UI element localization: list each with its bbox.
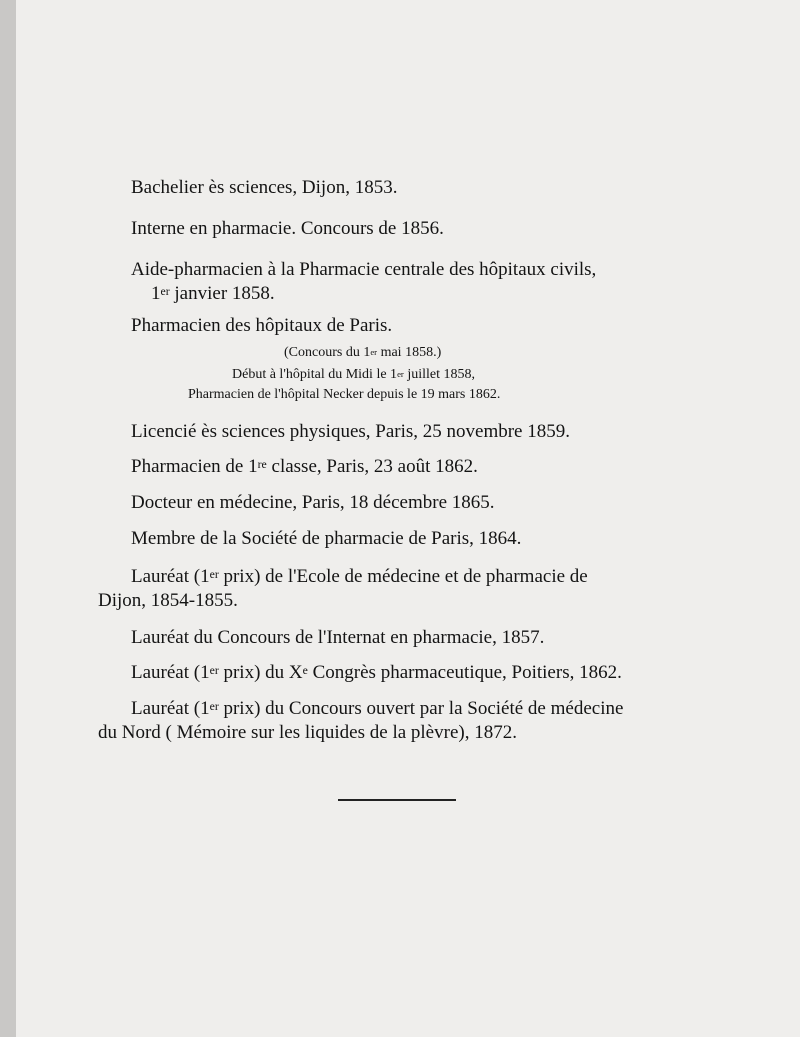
entry-laureat-dijon: Lauréat (1er prix) de l'Ecole de médecine et de pharmacie de [131,566,588,587]
entry-pharmacien-1re: Pharmacien de 1re classe, Paris, 23 août 1862. [131,456,478,477]
entry-laureat-internat: Lauréat du Concours de l'Internat en pharmacie, 1857. [131,627,545,648]
document-page [16,0,800,1037]
note-debut: Début à l'hôpital du Midi le 1er juillet 1858, [232,367,475,382]
entry-laureat-congres: Lauréat (1er prix) du Xe Congrès pharmaceutique, Poitiers, 1862. [131,662,622,683]
entry-laureat-dijon-line2: Dijon, 1854-1855. [98,590,238,611]
entry-interne: Interne en pharmacie. Concours de 1856. [131,218,444,239]
scan-edge [0,0,16,1037]
entry-licencie: Licencié ès sciences physiques, Paris, 25 novembre 1859. [131,421,570,442]
entry-docteur: Docteur en médecine, Paris, 18 décembre 1865. [131,492,495,513]
entry-pharmacien-hopitaux: Pharmacien des hôpitaux de Paris. [131,315,393,336]
entry-bachelier: Bachelier ès sciences, Dijon, 1853. [131,177,398,198]
entry-laureat-nord: Lauréat (1er prix) du Concours ouvert par la Société de médecine [131,698,624,719]
note-concours: (Concours du 1er mai 1858.) [284,345,442,360]
entry-aide-line2: 1er janvier 1858. [151,283,275,304]
entry-laureat-nord-line2: du Nord ( Mémoire sur les liquides de la plèvre), 1872. [98,722,517,743]
entry-aide-line1: Aide-pharmacien à la Pharmacie centrale des hôpitaux civils, [131,259,597,280]
entry-membre: Membre de la Société de pharmacie de Paris, 1864. [131,528,522,549]
note-necker: Pharmacien de l'hôpital Necker depuis le 19 mars 1862. [188,387,501,402]
closing-rule [338,799,456,801]
